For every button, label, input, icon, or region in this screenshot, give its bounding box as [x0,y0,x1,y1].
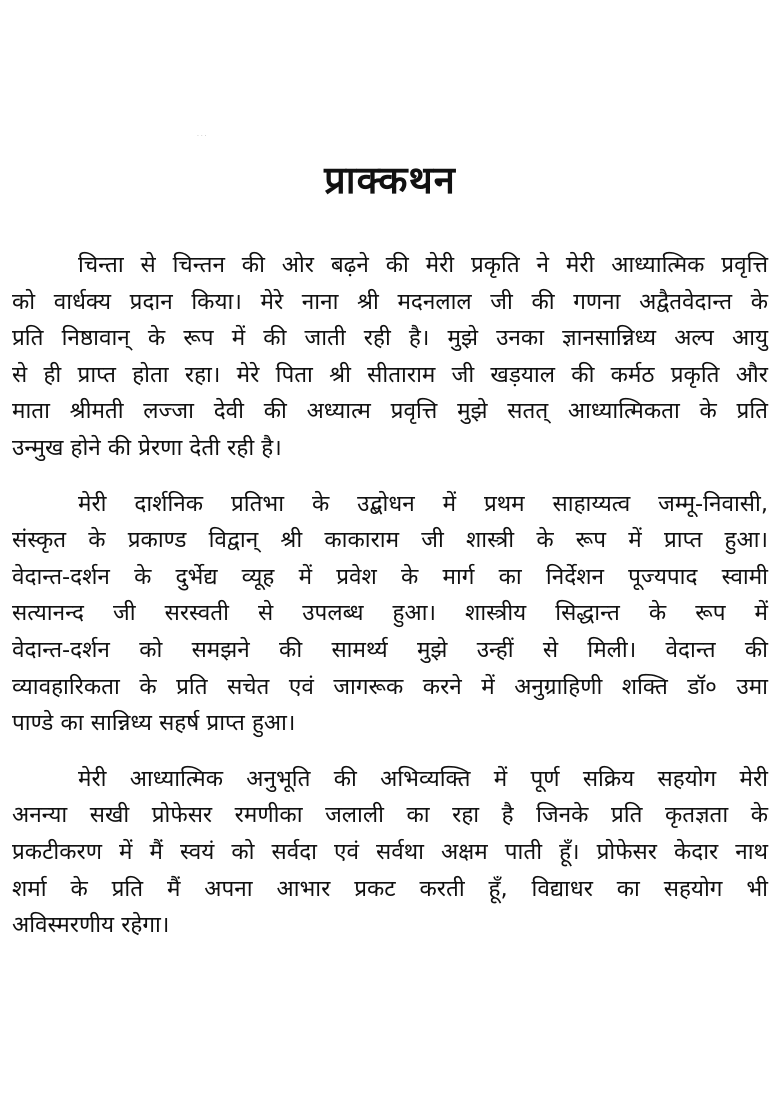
paragraph-3 [12,761,768,944]
paragraph-2 [12,486,768,742]
text-line: शर्मा के प्रति मैं अपना आभार प्रकट करती हूँ, विद्याधर का सहयोग भी [12,875,768,902]
text-line: उन्मुख होने की प्रेरणा देती रही है। [12,434,282,461]
text-line: सत्यानन्द जी सरस्वती से उपलब्ध हुआ। शास्त्रीय सिद्धान्त के रूप में [12,600,768,627]
text-line: संस्कृत के प्रकाण्ड विद्वान् श्री काकाराम जी शास्त्री के रूप में प्राप्त हुआ। [12,527,768,554]
text-line: वेदान्त-दर्शन को समझने की सामर्थ्य मुझे उन्हीं से मिली। वेदान्त की [12,636,768,663]
text-line: प्रकटीकरण में मैं स्वयं को सर्वदा एवं सर्वथा अक्षम पाती हूँ। प्रोफेसर केदार नाथ [12,838,768,865]
text-line: चिन्ता से चिन्तन की ओर बढ़ने की मेरी प्रकृति ने मेरी आध्यात्मिक प्रवृत्ति [78,252,768,278]
text-line: पाण्डे का सान्निध्य सहर्ष प्राप्त हुआ। [12,710,296,737]
text-line: मेरी दार्शनिक प्रतिभा के उद्बोधन में प्रथम साहाय्यत्व जम्मू-निवासी, [78,490,768,517]
text-line: माता श्रीमती लज्जा देवी की अध्यात्म प्रवृत्ति मुझे सतत् आध्यात्मिकता के प्रति [12,398,768,425]
document-body [12,247,768,944]
text-line: को वार्धक्य प्रदान किया। मेरे नाना श्री मदनलाल जी की गणना अद्वैतवेदान्त के [12,288,768,315]
paragraph-gap [12,742,768,761]
paragraph-1 [12,247,768,467]
text-line: मेरी आध्यात्मिक अनुभूति की अभिव्यक्ति में पूर्ण सक्रिय सहयोग मेरी [78,765,768,792]
page-title: प्राक्कथन [324,158,456,203]
text-line: से ही प्राप्त होता रहा। मेरे पिता श्री सीताराम जी खड़याल की कर्मठ प्रकृति और [12,361,768,388]
text-line: व्यावहारिकता के प्रति सचेत एवं जागरूक करने में अनुग्राहिणी शक्ति डॉ० उमा [12,673,768,700]
text-line: वेदान्त-दर्शन के दुर्भेद्य व्यूह में प्रवेश के मार्ग का निर्देशन पूज्यपाद स्वामी [12,563,768,590]
text-line: अविस्मरणीय रहेगा। [12,912,170,939]
text-line: प्रति निष्ठावान् के रूप में की जाती रही है। मुझे उनका ज्ञानसान्निध्य अल्प आयु [12,325,768,352]
scan-specks: · · · [197,133,207,140]
text-line: अनन्या सखी प्रोफेसर रमणीका जलाली का रहा है जिनके प्रति कृतज्ञता के [12,802,768,829]
paragraph-gap [12,467,768,486]
